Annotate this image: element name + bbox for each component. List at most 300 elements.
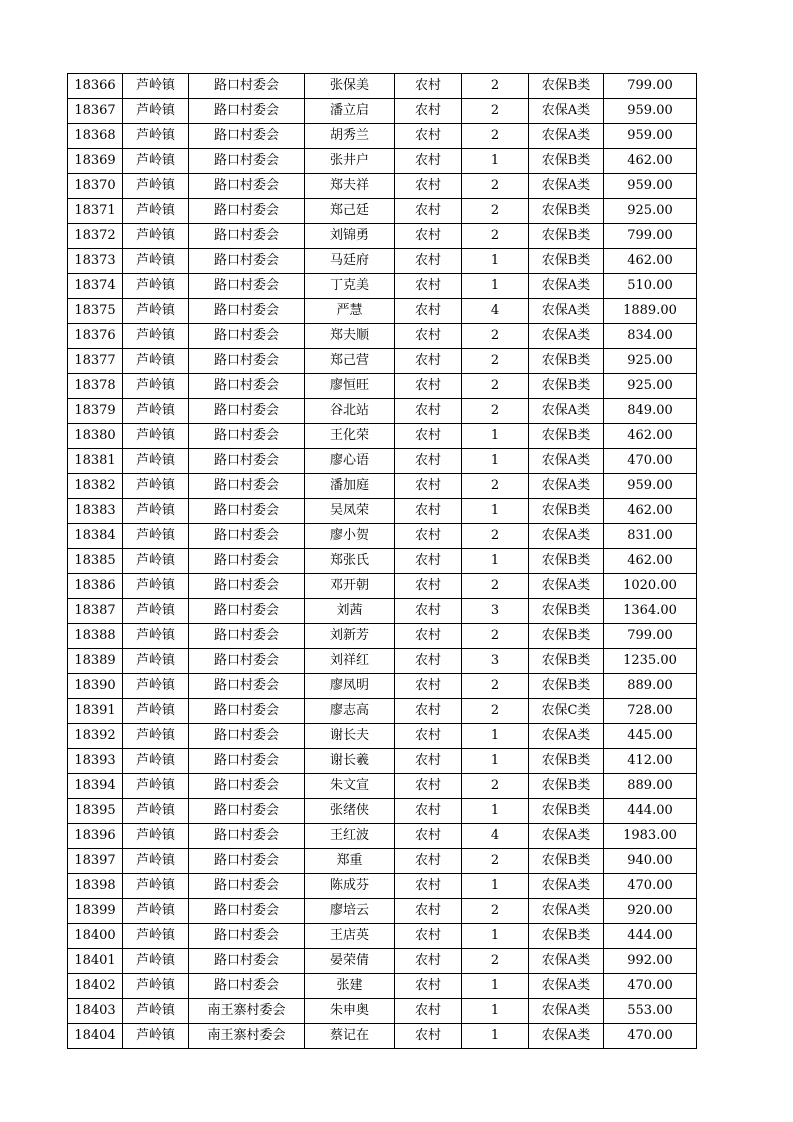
table-body xyxy=(68,74,697,1049)
village-cell: 路口村委会 xyxy=(189,599,305,624)
household-count-cell: 2 xyxy=(462,324,529,349)
insurance-class-cell: 农保B类 xyxy=(529,374,604,399)
town-cell: 芦岭镇 xyxy=(123,424,189,449)
town-cell: 芦岭镇 xyxy=(123,474,189,499)
village-cell: 路口村委会 xyxy=(189,774,305,799)
name-cell: 丁克美 xyxy=(305,274,395,299)
insurance-class-cell: 农保B类 xyxy=(529,149,604,174)
village-cell: 路口村委会 xyxy=(189,99,305,124)
table-row xyxy=(68,974,697,999)
name-cell: 廖志高 xyxy=(305,699,395,724)
village-cell: 路口村委会 xyxy=(189,299,305,324)
household-count-cell: 2 xyxy=(462,574,529,599)
area-type-cell: 农村 xyxy=(395,149,462,174)
table-row xyxy=(68,449,697,474)
record-id-cell: 18367 xyxy=(68,99,123,124)
town-cell: 芦岭镇 xyxy=(123,899,189,924)
record-id-cell: 18389 xyxy=(68,649,123,674)
town-cell: 芦岭镇 xyxy=(123,99,189,124)
village-cell: 路口村委会 xyxy=(189,799,305,824)
area-type-cell: 农村 xyxy=(395,924,462,949)
insurance-class-cell: 农保A类 xyxy=(529,524,604,549)
area-type-cell: 农村 xyxy=(395,224,462,249)
area-type-cell: 农村 xyxy=(395,274,462,299)
table-row xyxy=(68,124,697,149)
household-count-cell: 1 xyxy=(462,149,529,174)
name-cell: 晏荣倩 xyxy=(305,949,395,974)
insurance-class-cell: 农保A类 xyxy=(529,874,604,899)
town-cell: 芦岭镇 xyxy=(123,299,189,324)
insurance-class-cell: 农保B类 xyxy=(529,549,604,574)
amount-cell: 412.00 xyxy=(604,749,697,774)
amount-cell: 925.00 xyxy=(604,199,697,224)
household-count-cell: 2 xyxy=(462,399,529,424)
amount-cell: 1983.00 xyxy=(604,824,697,849)
table-row xyxy=(68,699,697,724)
table-row xyxy=(68,199,697,224)
town-cell: 芦岭镇 xyxy=(123,724,189,749)
table-row xyxy=(68,224,697,249)
area-type-cell: 农村 xyxy=(395,1024,462,1049)
amount-cell: 470.00 xyxy=(604,449,697,474)
village-cell: 路口村委会 xyxy=(189,249,305,274)
household-count-cell: 2 xyxy=(462,524,529,549)
table-row xyxy=(68,174,697,199)
record-id-cell: 18382 xyxy=(68,474,123,499)
table-row xyxy=(68,499,697,524)
insurance-class-cell: 农保B类 xyxy=(529,649,604,674)
area-type-cell: 农村 xyxy=(395,649,462,674)
household-count-cell: 2 xyxy=(462,174,529,199)
area-type-cell: 农村 xyxy=(395,799,462,824)
town-cell: 芦岭镇 xyxy=(123,949,189,974)
village-cell: 路口村委会 xyxy=(189,899,305,924)
name-cell: 廖凤明 xyxy=(305,674,395,699)
household-count-cell: 2 xyxy=(462,74,529,99)
table-row xyxy=(68,474,697,499)
record-id-cell: 18404 xyxy=(68,1024,123,1049)
insurance-class-cell: 农保A类 xyxy=(529,824,604,849)
record-id-cell: 18388 xyxy=(68,624,123,649)
record-id-cell: 18386 xyxy=(68,574,123,599)
insurance-class-cell: 农保B类 xyxy=(529,924,604,949)
record-id-cell: 18398 xyxy=(68,874,123,899)
area-type-cell: 农村 xyxy=(395,599,462,624)
area-type-cell: 农村 xyxy=(395,99,462,124)
record-id-cell: 18399 xyxy=(68,899,123,924)
town-cell: 芦岭镇 xyxy=(123,649,189,674)
village-cell: 路口村委会 xyxy=(189,924,305,949)
village-cell: 南王寨村委会 xyxy=(189,1024,305,1049)
name-cell: 刘茜 xyxy=(305,599,395,624)
village-cell: 路口村委会 xyxy=(189,849,305,874)
town-cell: 芦岭镇 xyxy=(123,799,189,824)
household-count-cell: 2 xyxy=(462,774,529,799)
name-cell: 刘祥红 xyxy=(305,649,395,674)
insurance-class-cell: 农保B类 xyxy=(529,749,604,774)
town-cell: 芦岭镇 xyxy=(123,124,189,149)
amount-cell: 925.00 xyxy=(604,349,697,374)
area-type-cell: 农村 xyxy=(395,374,462,399)
name-cell: 朱申奥 xyxy=(305,999,395,1024)
village-cell: 路口村委会 xyxy=(189,474,305,499)
name-cell: 郑己廷 xyxy=(305,199,395,224)
name-cell: 郑张氏 xyxy=(305,549,395,574)
name-cell: 邓开朝 xyxy=(305,574,395,599)
name-cell: 王红波 xyxy=(305,824,395,849)
record-id-cell: 18391 xyxy=(68,699,123,724)
village-cell: 路口村委会 xyxy=(189,349,305,374)
name-cell: 朱文宣 xyxy=(305,774,395,799)
table-row xyxy=(68,149,697,174)
insurance-class-cell: 农保A类 xyxy=(529,574,604,599)
record-id-cell: 18390 xyxy=(68,674,123,699)
town-cell: 芦岭镇 xyxy=(123,849,189,874)
area-type-cell: 农村 xyxy=(395,474,462,499)
amount-cell: 470.00 xyxy=(604,974,697,999)
name-cell: 廖小贺 xyxy=(305,524,395,549)
insurance-class-cell: 农保B类 xyxy=(529,849,604,874)
area-type-cell: 农村 xyxy=(395,524,462,549)
table-row xyxy=(68,549,697,574)
household-count-cell: 1 xyxy=(462,924,529,949)
amount-cell: 799.00 xyxy=(604,224,697,249)
household-count-cell: 2 xyxy=(462,899,529,924)
town-cell: 芦岭镇 xyxy=(123,924,189,949)
household-count-cell: 2 xyxy=(462,949,529,974)
village-cell: 路口村委会 xyxy=(189,324,305,349)
area-type-cell: 农村 xyxy=(395,674,462,699)
town-cell: 芦岭镇 xyxy=(123,574,189,599)
village-cell: 南王寨村委会 xyxy=(189,999,305,1024)
area-type-cell: 农村 xyxy=(395,199,462,224)
town-cell: 芦岭镇 xyxy=(123,224,189,249)
amount-cell: 462.00 xyxy=(604,549,697,574)
record-id-cell: 18401 xyxy=(68,949,123,974)
amount-cell: 1889.00 xyxy=(604,299,697,324)
table-row xyxy=(68,674,697,699)
household-count-cell: 1 xyxy=(462,974,529,999)
amount-cell: 959.00 xyxy=(604,474,697,499)
record-id-cell: 18387 xyxy=(68,599,123,624)
name-cell: 严慧 xyxy=(305,299,395,324)
household-count-cell: 1 xyxy=(462,749,529,774)
record-id-cell: 18376 xyxy=(68,324,123,349)
area-type-cell: 农村 xyxy=(395,749,462,774)
insurance-class-cell: 农保A类 xyxy=(529,999,604,1024)
table-row xyxy=(68,999,697,1024)
amount-cell: 510.00 xyxy=(604,274,697,299)
area-type-cell: 农村 xyxy=(395,774,462,799)
household-count-cell: 2 xyxy=(462,624,529,649)
record-id-cell: 18379 xyxy=(68,399,123,424)
record-id-cell: 18377 xyxy=(68,349,123,374)
name-cell: 谢长夫 xyxy=(305,724,395,749)
village-cell: 路口村委会 xyxy=(189,424,305,449)
area-type-cell: 农村 xyxy=(395,699,462,724)
town-cell: 芦岭镇 xyxy=(123,349,189,374)
village-cell: 路口村委会 xyxy=(189,124,305,149)
insurance-class-cell: 农保B类 xyxy=(529,674,604,699)
table-row xyxy=(68,524,697,549)
household-count-cell: 2 xyxy=(462,699,529,724)
area-type-cell: 农村 xyxy=(395,299,462,324)
record-id-cell: 18384 xyxy=(68,524,123,549)
record-id-cell: 18385 xyxy=(68,549,123,574)
record-id-cell: 18371 xyxy=(68,199,123,224)
table-row xyxy=(68,274,697,299)
record-id-cell: 18402 xyxy=(68,974,123,999)
record-id-cell: 18378 xyxy=(68,374,123,399)
amount-cell: 959.00 xyxy=(604,99,697,124)
amount-cell: 831.00 xyxy=(604,524,697,549)
amount-cell: 462.00 xyxy=(604,499,697,524)
amount-cell: 462.00 xyxy=(604,249,697,274)
village-cell: 路口村委会 xyxy=(189,549,305,574)
village-cell: 路口村委会 xyxy=(189,699,305,724)
insurance-class-cell: 农保A类 xyxy=(529,274,604,299)
area-type-cell: 农村 xyxy=(395,324,462,349)
insurance-class-cell: 农保B类 xyxy=(529,199,604,224)
amount-cell: 992.00 xyxy=(604,949,697,974)
town-cell: 芦岭镇 xyxy=(123,524,189,549)
table-row xyxy=(68,99,697,124)
amount-cell: 889.00 xyxy=(604,674,697,699)
household-count-cell: 1 xyxy=(462,249,529,274)
amount-cell: 799.00 xyxy=(604,624,697,649)
area-type-cell: 农村 xyxy=(395,249,462,274)
amount-cell: 728.00 xyxy=(604,699,697,724)
amount-cell: 799.00 xyxy=(604,74,697,99)
village-cell: 路口村委会 xyxy=(189,824,305,849)
record-id-cell: 18373 xyxy=(68,249,123,274)
amount-cell: 462.00 xyxy=(604,424,697,449)
village-cell: 路口村委会 xyxy=(189,649,305,674)
area-type-cell: 农村 xyxy=(395,399,462,424)
amount-cell: 834.00 xyxy=(604,324,697,349)
area-type-cell: 农村 xyxy=(395,949,462,974)
amount-cell: 925.00 xyxy=(604,374,697,399)
town-cell: 芦岭镇 xyxy=(123,599,189,624)
name-cell: 郑夫祥 xyxy=(305,174,395,199)
insurance-class-cell: 农保A类 xyxy=(529,474,604,499)
household-count-cell: 1 xyxy=(462,549,529,574)
area-type-cell: 农村 xyxy=(395,424,462,449)
insurance-class-cell: 农保B类 xyxy=(529,624,604,649)
insurance-class-cell: 农保A类 xyxy=(529,324,604,349)
name-cell: 潘加庭 xyxy=(305,474,395,499)
town-cell: 芦岭镇 xyxy=(123,699,189,724)
household-count-cell: 1 xyxy=(462,274,529,299)
table-row xyxy=(68,574,697,599)
town-cell: 芦岭镇 xyxy=(123,174,189,199)
town-cell: 芦岭镇 xyxy=(123,499,189,524)
insurance-class-cell: 农保A类 xyxy=(529,724,604,749)
name-cell: 陈成芬 xyxy=(305,874,395,899)
village-cell: 路口村委会 xyxy=(189,374,305,399)
town-cell: 芦岭镇 xyxy=(123,324,189,349)
area-type-cell: 农村 xyxy=(395,74,462,99)
insurance-class-cell: 农保B类 xyxy=(529,349,604,374)
amount-cell: 445.00 xyxy=(604,724,697,749)
village-cell: 路口村委会 xyxy=(189,74,305,99)
record-id-cell: 18368 xyxy=(68,124,123,149)
amount-cell: 1235.00 xyxy=(604,649,697,674)
record-id-cell: 18366 xyxy=(68,74,123,99)
area-type-cell: 农村 xyxy=(395,574,462,599)
insurance-class-cell: 农保B类 xyxy=(529,774,604,799)
town-cell: 芦岭镇 xyxy=(123,624,189,649)
area-type-cell: 农村 xyxy=(395,499,462,524)
table-row xyxy=(68,749,697,774)
amount-cell: 444.00 xyxy=(604,924,697,949)
town-cell: 芦岭镇 xyxy=(123,749,189,774)
household-count-cell: 1 xyxy=(462,724,529,749)
area-type-cell: 农村 xyxy=(395,124,462,149)
insurance-class-cell: 农保A类 xyxy=(529,1024,604,1049)
insurance-class-cell: 农保B类 xyxy=(529,799,604,824)
household-count-cell: 1 xyxy=(462,1024,529,1049)
area-type-cell: 农村 xyxy=(395,874,462,899)
table-row xyxy=(68,649,697,674)
household-count-cell: 2 xyxy=(462,224,529,249)
town-cell: 芦岭镇 xyxy=(123,674,189,699)
amount-cell: 462.00 xyxy=(604,149,697,174)
village-cell: 路口村委会 xyxy=(189,974,305,999)
household-count-cell: 3 xyxy=(462,599,529,624)
household-count-cell: 2 xyxy=(462,474,529,499)
household-count-cell: 2 xyxy=(462,99,529,124)
area-type-cell: 农村 xyxy=(395,824,462,849)
town-cell: 芦岭镇 xyxy=(123,374,189,399)
village-cell: 路口村委会 xyxy=(189,874,305,899)
insurance-class-cell: 农保A类 xyxy=(529,99,604,124)
village-cell: 路口村委会 xyxy=(189,149,305,174)
insurance-class-cell: 农保B类 xyxy=(529,74,604,99)
insurance-class-cell: 农保A类 xyxy=(529,174,604,199)
name-cell: 谢长羲 xyxy=(305,749,395,774)
household-count-cell: 1 xyxy=(462,999,529,1024)
village-cell: 路口村委会 xyxy=(189,224,305,249)
record-id-cell: 18383 xyxy=(68,499,123,524)
insurance-class-cell: 农保A类 xyxy=(529,949,604,974)
insurance-class-cell: 农保A类 xyxy=(529,974,604,999)
household-count-cell: 2 xyxy=(462,849,529,874)
household-count-cell: 1 xyxy=(462,874,529,899)
name-cell: 廖心语 xyxy=(305,449,395,474)
record-id-cell: 18380 xyxy=(68,424,123,449)
name-cell: 刘锦勇 xyxy=(305,224,395,249)
town-cell: 芦岭镇 xyxy=(123,199,189,224)
household-count-cell: 2 xyxy=(462,199,529,224)
household-count-cell: 1 xyxy=(462,424,529,449)
name-cell: 廖恒旺 xyxy=(305,374,395,399)
name-cell: 郑夫顺 xyxy=(305,324,395,349)
table-row xyxy=(68,624,697,649)
table-row xyxy=(68,424,697,449)
amount-cell: 470.00 xyxy=(604,1024,697,1049)
name-cell: 张建 xyxy=(305,974,395,999)
area-type-cell: 农村 xyxy=(395,174,462,199)
amount-cell: 920.00 xyxy=(604,899,697,924)
name-cell: 张保美 xyxy=(305,74,395,99)
amount-cell: 553.00 xyxy=(604,999,697,1024)
table-row xyxy=(68,924,697,949)
village-cell: 路口村委会 xyxy=(189,674,305,699)
record-id-cell: 18372 xyxy=(68,224,123,249)
table-row xyxy=(68,74,697,99)
table-row xyxy=(68,849,697,874)
household-count-cell: 3 xyxy=(462,649,529,674)
insurance-class-cell: 农保B类 xyxy=(529,249,604,274)
amount-cell: 470.00 xyxy=(604,874,697,899)
table-row xyxy=(68,724,697,749)
town-cell: 芦岭镇 xyxy=(123,149,189,174)
village-cell: 路口村委会 xyxy=(189,749,305,774)
amount-cell: 1020.00 xyxy=(604,574,697,599)
name-cell: 张井户 xyxy=(305,149,395,174)
household-count-cell: 4 xyxy=(462,299,529,324)
insurance-class-cell: 农保A类 xyxy=(529,399,604,424)
table-row xyxy=(68,299,697,324)
record-id-cell: 18375 xyxy=(68,299,123,324)
area-type-cell: 农村 xyxy=(395,999,462,1024)
insurance-class-cell: 农保A类 xyxy=(529,449,604,474)
insurance-class-cell: 农保B类 xyxy=(529,224,604,249)
record-id-cell: 18370 xyxy=(68,174,123,199)
village-cell: 路口村委会 xyxy=(189,449,305,474)
amount-cell: 849.00 xyxy=(604,399,697,424)
town-cell: 芦岭镇 xyxy=(123,974,189,999)
household-count-cell: 1 xyxy=(462,449,529,474)
table-row xyxy=(68,949,697,974)
household-count-cell: 2 xyxy=(462,374,529,399)
table-row xyxy=(68,899,697,924)
table-row xyxy=(68,374,697,399)
area-type-cell: 农村 xyxy=(395,724,462,749)
area-type-cell: 农村 xyxy=(395,899,462,924)
area-type-cell: 农村 xyxy=(395,349,462,374)
table-row xyxy=(68,249,697,274)
table-row xyxy=(68,824,697,849)
town-cell: 芦岭镇 xyxy=(123,874,189,899)
household-count-cell: 2 xyxy=(462,674,529,699)
amount-cell: 1364.00 xyxy=(604,599,697,624)
insurance-class-cell: 农保A类 xyxy=(529,299,604,324)
household-count-cell: 4 xyxy=(462,824,529,849)
record-id-cell: 18400 xyxy=(68,924,123,949)
village-cell: 路口村委会 xyxy=(189,624,305,649)
name-cell: 潘立启 xyxy=(305,99,395,124)
name-cell: 蔡记在 xyxy=(305,1024,395,1049)
town-cell: 芦岭镇 xyxy=(123,74,189,99)
record-id-cell: 18392 xyxy=(68,724,123,749)
name-cell: 谷北站 xyxy=(305,399,395,424)
amount-cell: 959.00 xyxy=(604,174,697,199)
amount-cell: 444.00 xyxy=(604,799,697,824)
town-cell: 芦岭镇 xyxy=(123,274,189,299)
insurance-class-cell: 农保B类 xyxy=(529,424,604,449)
table-row xyxy=(68,1024,697,1049)
record-id-cell: 18396 xyxy=(68,824,123,849)
town-cell: 芦岭镇 xyxy=(123,1024,189,1049)
record-id-cell: 18393 xyxy=(68,749,123,774)
record-id-cell: 18381 xyxy=(68,449,123,474)
table-row xyxy=(68,799,697,824)
name-cell: 郑己营 xyxy=(305,349,395,374)
record-id-cell: 18397 xyxy=(68,849,123,874)
town-cell: 芦岭镇 xyxy=(123,449,189,474)
